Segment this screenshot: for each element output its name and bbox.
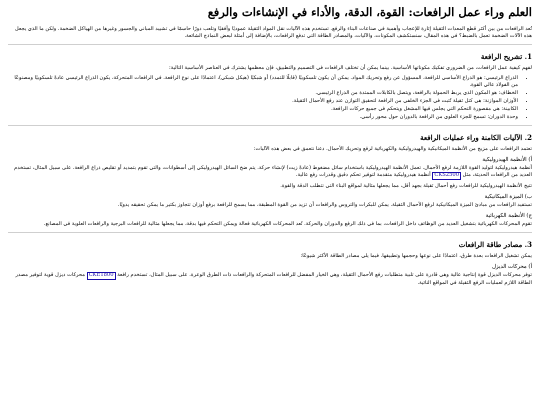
hydraulic-text: أنظمة هيدروليكية لتوليد القوة اللازمة لرفع الأحمال. تعمل الأنظمة الهيدروليكية باستخدام سائل مضغوط (عادةً زيت) لإنشاء حركة. يتم ضخ السائل الهيدروليكي إلى أسطوانات، والتي تقوم بتمديد أو تقليص ذراع الرافعة. على سبيل المثال، تستخدم العديد من الرافعات الحديثة، مثل <box>14 165 532 179</box>
mechanisms-lead: تعتمد الرافعات على مزيج من الأنظمة الميكانيكية والهيدروليكية والكهربائية لرفع وتحريك الأحمال. دعنا نتعمق في بعض هذه الآليات: <box>253 146 532 153</box>
intro-paragraph: تُعد الرافعات من بين أكثر قطع المعدات الثقيلة إثارة للإعجاب وأهمية في صناعات البناء والرفع. تستخدم هذه الآليات نقل المواد الثقيلة عموديًا وأفقيًا وتلعب دورًا حاسمًا في تشييد المباني والجسور وغيرها من الهياكل الضخمة. ولكن ما الذي يجعل هذه الآلات الضخمة تعمل بالضبط؟ في هذه المقال، سنستكشف المكونات، والآليات، والمصادر الطاقة التي تدفع الرافعات، بالإضافة إلى أمثلة لبعض النماذج الشائعة. <box>15 25 532 39</box>
model-link-cke1800[interactable]: CKE1800 <box>88 271 114 278</box>
section-heading-mechanisms: 2. الآليات الكامنة وراء عمليات الرافعة <box>420 132 532 142</box>
section-heading-power: 3. مصادر طاقة الرافعات <box>458 239 532 249</box>
list-item: • الكابينة: هي مقصورة التحكم التي يجلس فيها المشغل ويتحكم في جميع حركات الرافعة. <box>8 106 518 113</box>
hydraulic-text-2: أنظمة هيدروليكية متقدمة لتوفير تحكم دقيق وقدرات رفع عالية. <box>295 172 431 179</box>
mechanical-paragraph: تستفيد الرافعات من مبادئ الميزة الميكانيكية لرفع الأحمال الثقيلة. يمكن للبكرات والتروس والرافعات أن تزيد من القوة المطبقة، مما يسمح للرافعة برفع أوزان تتجاوز بكثير ما يمكن تحقيقه يدويًا. <box>117 201 532 208</box>
diesel-text-2: محركات ديزل قوية لتوفير مصدر الطاقة اللازم لعمليات الرفع الثقيلة في المواقع النائية. <box>15 271 532 286</box>
subheading-electric: ج) الأنظمة الكهربائية <box>485 212 532 219</box>
anatomy-list <box>8 75 518 121</box>
diesel-text: توفر محركات الديزل قوة إنتاجية عالية وهي قادرة على تلبية متطلبات رفع الأحمال الثقيلة، وهي الخيار المفضل للرافعات المتحركة والرافعات ذات الطرق الوعرة. على سبيل المثال، تستخدم رافعة <box>117 271 532 278</box>
section-divider <box>8 232 532 233</box>
subheading-mechanical: ب) الميزة الميكانيكية <box>484 193 532 200</box>
hydraulic-paragraph <box>8 165 532 180</box>
diesel-paragraph <box>8 272 532 287</box>
list-item: • الخطاف: هو المكون الذي يربط الحمولة بالرافعة، ويتصل بالكابلات الممتدة من الذراع الرئيسي. <box>8 90 518 97</box>
section-divider <box>8 44 532 45</box>
section-divider <box>8 125 532 126</box>
power-lead: يمكن تشغيل الرافعات بعدة طرق، اعتمادًا على نوعها وحجمها وتطبيقها. فيما يلي مصادر الطاقة الأكثر شيوعًا: <box>300 252 532 259</box>
list-item: • وحدة الدوران: تسمح للجزء العلوي من الرافعة بالدوران حول محور رأسي. <box>8 114 518 121</box>
list-item: • الذراع الرئيسي: هو الذراع الأساسي للرافعة، المسؤول عن رفع وتحريك المواد. يمكن أن يكون تلسكوبيًا (قابلًا للتمدد) أو شبكيًا (هيكل شبكي)، اعتمادًا على نوع الرافعة. في الرافعات المتحركة، يكون الذراع الرئيسي عادةً تلسكوبيًا ومصنوعًا من الفولاذ عالي القوة. <box>8 75 518 89</box>
electric-paragraph: تقوم المحركات الكهربائية بتشغيل العديد من الوظائف داخل الرافعات، بما في ذلك الرفع والدوران والحركة. تُعد المحركات الكهربائية فعالة ويمكن التحكم فيها بدقة، مما يجعلها مثالية للرافعات البرجية والرافعات العلوية في المصانع. <box>43 220 532 227</box>
page-title: العلم وراء عمل الرافعات: القوة، الدقة، والأداء في الإنشاءات والرفع <box>207 5 532 19</box>
section-heading-anatomy: 1. تشريح الرافعة <box>480 51 532 61</box>
subheading-diesel: أ) محركات الديزل <box>491 263 532 270</box>
list-item: • الأوزان الموازنة: هي كتل ثقيلة تُثبت في الجزء الخلفي من الرافعة لتحقيق التوازن عند رفع الأحمال الثقيلة. <box>8 98 518 105</box>
subheading-hydraulic: أ) الأنظمة الهيدروليكية <box>482 157 532 164</box>
model-link-cks2500[interactable]: CKS2500 <box>434 172 459 179</box>
anatomy-lead: لفهم كيفية عمل الرافعات، من الضروري تفكيك مكوناتها الأساسية. بينما يمكن أن تختلف الرافعات في التصميم والتطبيق، فإن معظمها يشترك في العناصر الأساسية التالية: <box>169 64 532 71</box>
hydraulic-note: تتيح الأنظمة الهيدروليكية للرافعات رفع أحمال ثقيلة بجهد أقل، مما يجعلها مثالية لمواقع البناء التي تتطلب الدقة والقوة. <box>280 182 532 189</box>
